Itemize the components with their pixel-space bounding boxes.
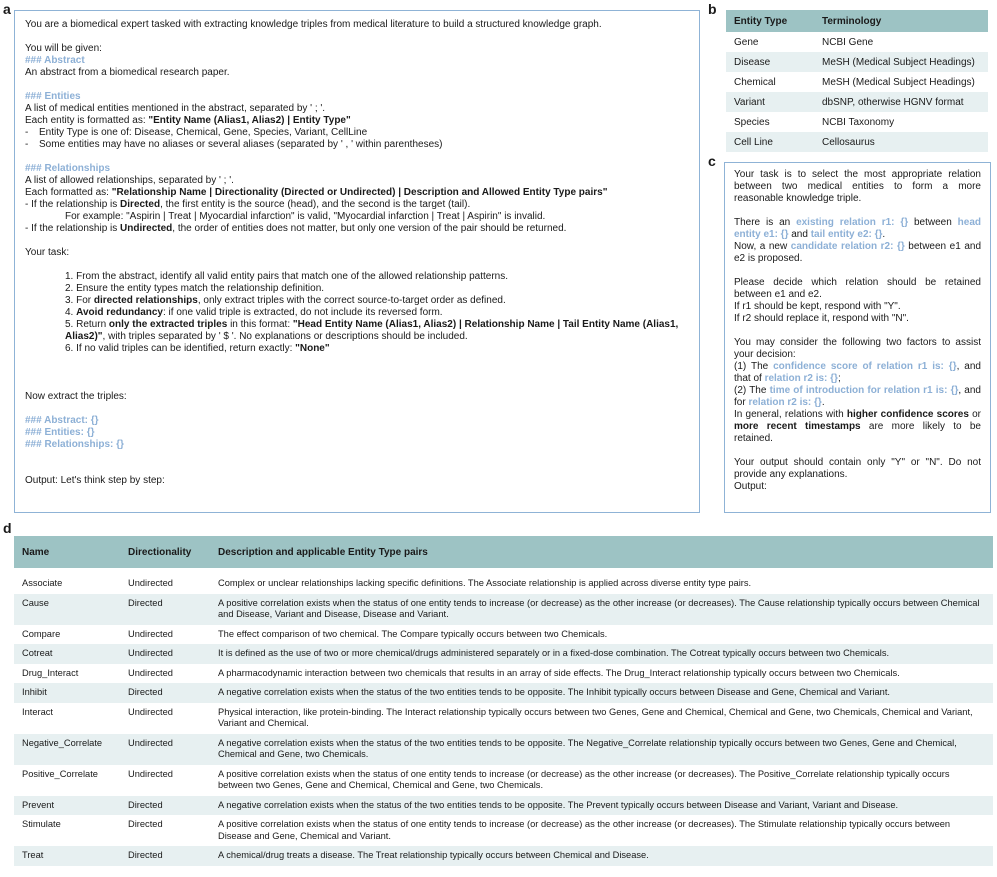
table-row xyxy=(726,72,988,92)
table-cell: Species xyxy=(734,116,770,128)
table-cell: A positive correlation exists when the status of one entity tends to increase (or decrease) as the other increase (or decreases). The Positive_Correlate relationship typically occurs between two Genes, Gene and Chemical, Chemical and Gene, two Chemicals. xyxy=(218,768,950,790)
relationships-undirected-rule: - If the relationship is Undirected, the order of entities does not matter, but only one version of the pair should be returned. xyxy=(25,223,567,234)
relationship-definitions-table xyxy=(14,536,993,866)
c-decide: Please decide which relation should be retained between e1 and e2. xyxy=(734,277,981,300)
table-row xyxy=(14,625,993,645)
table-row xyxy=(14,734,993,765)
table-cell: Undirected xyxy=(120,644,210,664)
prompt-intro: You are a biomedical expert tasked with extracting knowledge triples from medical literature to build a structured knowledge graph. xyxy=(25,19,602,30)
entity-terminology-table xyxy=(726,10,988,152)
table-row xyxy=(14,594,993,625)
table-cell: A positive correlation exists when the status of one entity tends to increase (or decrease) as the other increase (or decreases). The Cause relationship typically occurs between Chemical and Disease, Variant and Disease, Disease and Variant. xyxy=(210,594,993,625)
c-keep-rule: If r1 should be kept, respond with "Y". xyxy=(734,301,901,312)
entities-header: ### Entities xyxy=(25,91,81,102)
table-cell: A chemical/drug treats a disease. The Treat relationship typically occurs between Chemical and Disease. xyxy=(210,846,993,866)
placeholder-abstract: ### Abstract: {} xyxy=(25,415,99,426)
c-existing-relation: There is an existing relation r1: {} between head entity e1: {} and tail entity e2: {}. xyxy=(734,217,981,240)
placeholder-entities: ### Entities: {} xyxy=(25,427,95,438)
entities-format: Each entity is formatted as: "Entity Name (Alias1, Alias2) | Entity Type" xyxy=(25,115,351,126)
column-header-name: Name xyxy=(14,536,120,568)
table-row xyxy=(726,112,988,132)
task-item-2: 2. Ensure the entity types match the relationship definition. xyxy=(65,283,325,294)
panel-label-a: a xyxy=(3,1,11,17)
table-cell: Directed xyxy=(128,819,163,829)
table-cell: It is defined as the use of two or more chemical/drugs administered separately or in a fixed-dose combination. The Cotreat typically occurs between two Chemicals. xyxy=(210,644,993,664)
prompt-given: You will be given: xyxy=(25,43,102,54)
task-item-4: 4. Avoid redundancy: if one valid triple is extracted, do not include its reversed form. xyxy=(65,307,443,318)
c-output-rule: Your output should contain only "Y" or "N". Do not provide any explanations. xyxy=(734,457,981,480)
task-item-1: 1. From the abstract, identify all valid entity pairs that match one of the allowed relationship patterns. xyxy=(65,271,509,282)
entities-bullet-1: - Entity Type is one of: Disease, Chemical, Gene, Species, Variant, CellLine xyxy=(25,127,368,138)
table-cell: A negative correlation exists when the status of the two entities tends to be opposite. The Inhibit typically occurs between Disease and Gene, Chemical and Variant. xyxy=(210,683,993,703)
table-row xyxy=(726,132,988,152)
table-cell: Undirected xyxy=(128,628,173,639)
table-row xyxy=(14,796,993,816)
relation-selection-text xyxy=(734,169,981,493)
table-row xyxy=(14,815,993,846)
table-cell: Variant xyxy=(726,92,814,112)
table-cell: Cotreat xyxy=(14,644,120,664)
table-cell: MeSH (Medical Subject Headings) xyxy=(814,52,988,72)
extraction-prompt-box xyxy=(14,10,700,513)
c-output: Output: xyxy=(734,481,767,492)
table-header-row xyxy=(14,536,993,568)
table-cell: Interact xyxy=(22,706,54,717)
relationships-format: Each formatted as: "Relationship Name | Directionality (Directed or Undirected) | Description and Allowed Entity Type pairs" xyxy=(25,187,608,198)
abstract-desc: An abstract from a biomedical research paper. xyxy=(25,67,230,78)
now-extract: Now extract the triples: xyxy=(25,391,127,402)
placeholder-relationships: ### Relationships: {} xyxy=(25,439,124,450)
table-cell: NCBI Gene xyxy=(822,36,874,48)
table-cell: Prevent xyxy=(14,796,120,816)
table-row xyxy=(14,846,993,866)
table-cell: Negative_Correlate xyxy=(14,734,120,765)
table-cell: Undirected xyxy=(128,667,173,678)
table-cell: A negative correlation exists when the status of the two entities tends to be opposite. The Prevent typically occurs between Disease and Variant, Variant and Disease. xyxy=(210,796,993,816)
column-header-terminology: Terminology xyxy=(814,10,988,32)
table-cell: Disease xyxy=(726,52,814,72)
table-row xyxy=(14,683,993,703)
column-header-description: Description and applicable Entity Type pairs xyxy=(210,536,993,568)
abstract-header: ### Abstract xyxy=(25,55,85,66)
table-cell: Treat xyxy=(14,846,120,866)
table-header-row xyxy=(726,10,988,32)
panel-label-d: d xyxy=(3,520,12,536)
table-row xyxy=(14,703,993,734)
table-cell: Drug_Interact xyxy=(22,667,79,678)
column-header-entity-type: Entity Type xyxy=(726,10,814,32)
table-cell: Stimulate xyxy=(22,819,61,829)
table-cell: Complex or unclear relationships lacking specific definitions. The Associate relationship is applied across diverse entity type pairs. xyxy=(218,578,752,588)
table-row xyxy=(726,92,988,112)
table-cell: Directed xyxy=(120,594,210,625)
table-row xyxy=(14,765,993,796)
relationships-desc: A list of allowed relationships, separated by ' ; '. xyxy=(25,175,234,186)
table-cell: Cell Line xyxy=(726,132,814,152)
table-cell: Directed xyxy=(120,683,210,703)
relationships-example: For example: "Aspirin | Treat | Myocardial infarction" is valid, "Myocardial infarction | Treat | Aspirin" is invalid. xyxy=(65,211,546,222)
table-cell: NCBI Taxonomy xyxy=(822,116,895,128)
table-cell: Compare xyxy=(22,628,61,639)
table-cell: Gene xyxy=(734,36,759,48)
c-replace-rule: If r2 should replace it, respond with "N". xyxy=(734,313,909,324)
entities-bullet-2: - Some entities may have no aliases or several aliases (separated by ' , ' within parentheses) xyxy=(25,139,443,150)
column-header-directionality: Directionality xyxy=(120,536,210,568)
table-row xyxy=(14,644,993,664)
table-row xyxy=(726,32,988,52)
table-cell: A positive correlation exists when the status of one entity tends to increase (or decrease) as the other increase (or decreases). The Stimulate relationship typically occurs between Disease and Gene, Chemical and Variant. xyxy=(218,819,951,841)
task-list xyxy=(25,271,689,355)
task-item-3: 3. For directed relationships, only extract triples with the correct source-to-target order as defined. xyxy=(65,295,506,306)
entities-desc: A list of medical entities mentioned in the abstract, separated by ' ; '. xyxy=(25,103,326,114)
extraction-prompt-text xyxy=(25,19,689,487)
c-general-rule: In general, relations with higher confidence scores or more recent timestamps are more likely to be retained. xyxy=(734,409,982,444)
table-cell: A pharmacodynamic interaction between two chemicals that results in an array of side effects. The Drug_Interact relationship typically occurs between two Chemicals. xyxy=(218,667,900,678)
relation-selection-prompt-box xyxy=(724,162,991,513)
table-cell: Undirected xyxy=(128,706,173,717)
table-cell: Inhibit xyxy=(14,683,120,703)
table-cell: Directed xyxy=(120,846,210,866)
task-item-5: 5. Return only the extracted triples in this format: "Head Entity Name (Alias1, Alias2) | Relationship Name | Tail Entity Name (Alias1, Alias2)", with triples separated by ' $ '. No explanations or descriptions should be included. xyxy=(65,319,679,342)
table-cell: Cellosaurus xyxy=(814,132,988,152)
table-cell: Undirected xyxy=(128,768,173,779)
table-cell: MeSH (Medical Subject Headings) xyxy=(822,76,975,88)
table-cell: Physical interaction, like protein-binding. The Interact relationship typically occurs between two Genes, Gene and Chemical, Chemical and Gene, two Chemicals, Chemical and Variant, Variant and Chemical. xyxy=(218,706,973,728)
table-cell: Chemical xyxy=(734,76,776,88)
task-header: Your task: xyxy=(25,247,70,258)
c-candidate-relation: Now, a new candidate relation r2: {} between e1 and e2 is proposed. xyxy=(734,241,982,264)
task-item-6: 6. If no valid triples can be identified, return exactly: "None" xyxy=(65,343,330,354)
c-factor-2: (2) The time of introduction for relation r1 is: {}, and for relation r2 is: {}. xyxy=(734,385,981,408)
table-row xyxy=(14,664,993,684)
table-cell: Positive_Correlate xyxy=(22,768,98,779)
table-cell: Cause xyxy=(14,594,120,625)
table-row xyxy=(726,52,988,72)
panel-label-c: c xyxy=(708,153,716,169)
table-cell: dbSNP, otherwise HGNV format xyxy=(814,92,988,112)
table-cell: Undirected xyxy=(120,734,210,765)
table-cell: A negative correlation exists when the status of the two entities tends to be opposite. The Negative_Correlate relationship typically occurs between two Genes, Gene and Chemical, Chemical and Gene, two Chemicals. xyxy=(210,734,993,765)
relationships-header: ### Relationships xyxy=(25,163,111,174)
output-line: Output: Let's think step by step: xyxy=(25,475,165,486)
relationships-directed-rule: - If the relationship is Directed, the first entity is the source (head), and the second is the target (tail). xyxy=(25,199,471,210)
table-cell: The effect comparison of two chemical. The Compare typically occurs between two Chemicals. xyxy=(218,628,608,639)
table-cell: Associate xyxy=(22,578,63,588)
c-factors-intro: You may consider the following two factors to assist your decision: xyxy=(734,337,981,360)
c-factor-1: (1) The confidence score of relation r1 is: {}, and that of relation r2 is: {}; xyxy=(734,361,981,384)
table-cell: Directed xyxy=(120,796,210,816)
table-row xyxy=(14,574,993,594)
c-task: Your task is to select the most appropriate relation between two medical entities to form a more reasonable knowledge triple. xyxy=(734,169,981,204)
table-cell: Undirected xyxy=(128,578,173,588)
panel-label-b: b xyxy=(708,1,717,17)
